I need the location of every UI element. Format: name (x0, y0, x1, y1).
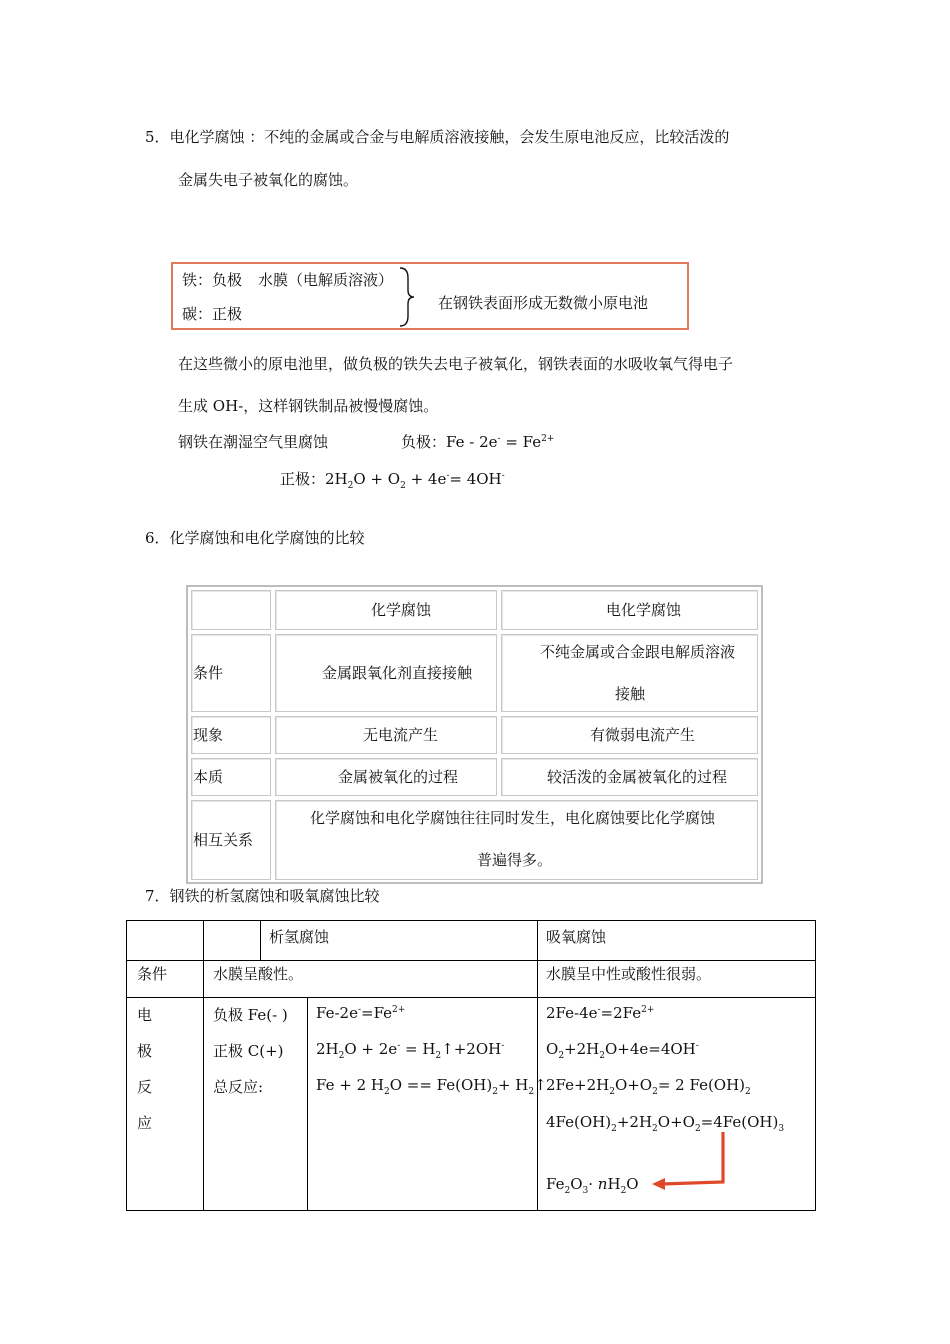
brace-icon (398, 266, 416, 328)
electrode-label-char: 电 (137, 1006, 153, 1024)
oxygen-negative-eq: $2Fe-4e^-=2Fe^{2+}$ (546, 1004, 655, 1022)
negative-electrode-label: 负极 Fe(- ) (213, 1006, 288, 1024)
negative-equation: 负极：$Fe - 2e^- = Fe^{2+}$ (401, 433, 555, 451)
table-cell (191, 716, 271, 754)
rust-formula: $Fe_2O_3\cdot nH_2O$ (546, 1175, 639, 1196)
condition-electro-line1: 不纯金属或合金跟电解质溶液 (540, 643, 736, 661)
header-oxygen-absorption: 吸氧腐蚀 (546, 928, 607, 946)
table-cell (501, 758, 758, 796)
cell-diagram-box (171, 262, 689, 330)
row-label-phenomenon: 现象 (193, 726, 224, 744)
explain-line1: 在这些微小的原电池里，做负极的铁失去电子被氧化，钢铁表面的水吸收氧气得电子 (178, 355, 734, 373)
iron-label: 铁：负极 (182, 271, 243, 289)
explain-line2: 生成 OH-，这样钢铁制品被慢慢腐蚀。 (178, 397, 439, 415)
table-cell (275, 590, 497, 630)
positive-electrode-label: 正极 C(+) (213, 1042, 284, 1060)
electrode-label-char: 应 (137, 1114, 153, 1132)
section6-title: 6．化学腐蚀和电化学腐蚀的比较 (145, 529, 365, 547)
row-label-relationship: 相互关系 (193, 831, 254, 849)
table-cell (191, 634, 271, 712)
relationship-line2: 普遍得多。 (477, 851, 553, 869)
condition-hydrogen: 水膜呈酸性。 (213, 965, 304, 983)
total-reaction-label: 总反应: (213, 1078, 264, 1096)
section5-line1: 5．电化学腐蚀 ：不纯的金属或合金与电解质溶液接触，会发生原电池反应，比较活泼的 (145, 128, 730, 146)
carbon-label: 碳：正极 (182, 305, 243, 323)
electrode-label-char: 极 (137, 1042, 153, 1060)
table-cell (275, 800, 758, 880)
result-label: 在钢铁表面形成无数微小原电池 (438, 294, 649, 312)
essence-chemical: 金属被氧化的过程 (338, 768, 459, 786)
table-cell (501, 716, 758, 754)
header-chemical: 化学腐蚀 (371, 601, 432, 619)
hydrogen-positive-eq: $2H_2O + 2e^-$ = $H_2↑+2OH^-$ (316, 1040, 505, 1061)
table-cell (191, 758, 271, 796)
oxygen-hydroxide-eq: $4Fe(OH)_2+2H_2O+O_2=4Fe(OH)_3$ (546, 1113, 785, 1134)
positive-equation: 正极：$2H_2O + O_2 + 4e^-= 4OH^-$ (280, 470, 505, 491)
relationship-line1: 化学腐蚀和电化学腐蚀往往同时发生，电化腐蚀要比化学腐蚀 (310, 809, 716, 827)
phenomenon-chemical: 无电流产生 (363, 726, 439, 744)
table-cell (275, 634, 497, 712)
electrode-label-char: 反 (137, 1078, 153, 1096)
header-electrochemical: 电化学腐蚀 (606, 601, 682, 619)
header-hydrogen-evolution: 析氢腐蚀 (269, 928, 330, 946)
oxygen-positive-eq: $O_2+2H_2O+4e=4OH^-$ (546, 1040, 699, 1061)
condition-oxygen: 水膜呈中性或酸性很弱。 (546, 965, 712, 983)
row-label-condition: 条件 (137, 965, 168, 983)
table-cell (501, 590, 758, 630)
hydrogen-negative-eq: $Fe-2e^-=Fe^{2+}$ (316, 1004, 406, 1022)
row-label-condition: 条件 (193, 664, 224, 682)
phenomenon-electro: 有微弱电流产生 (590, 726, 696, 744)
row-label-essence: 本质 (193, 768, 224, 786)
table-cell (275, 758, 497, 796)
table-cell (191, 800, 271, 880)
section5-line2: 金属失电子被氧化的腐蚀。 (178, 171, 359, 189)
table-cell (191, 590, 271, 630)
table-cell (501, 634, 758, 712)
arrow-icon (648, 1130, 730, 1192)
oxygen-total-eq: $2Fe+2H_2O+O_2= 2$ $Fe(OH)_2$ (546, 1076, 751, 1097)
condition-chemical: 金属跟氧化剂直接接触 (322, 664, 473, 682)
essence-electro: 较活泼的金属被氧化的过程 (547, 768, 728, 786)
section7-title: 7．钢铁的析氢腐蚀和吸氧腐蚀比较 (145, 887, 380, 905)
water-film-label: 水膜（电解质溶液） (258, 271, 394, 289)
hydrogen-total-eq: Fe + 2 $H_2O == Fe(OH)_2+$ $H_2↑$ (316, 1076, 547, 1097)
table-cell (275, 716, 497, 754)
humid-corrosion-label: 钢铁在潮湿空气里腐蚀 (178, 433, 329, 451)
comparison-table-6 (186, 585, 763, 884)
condition-electro-line2: 接触 (615, 685, 646, 703)
